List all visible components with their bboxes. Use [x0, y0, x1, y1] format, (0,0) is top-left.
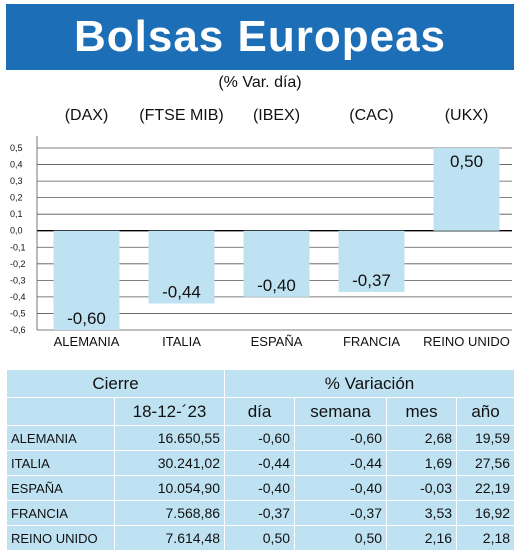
table-row: [7, 451, 515, 476]
data-table: [6, 369, 515, 551]
category-label: FRANCIA: [342, 334, 401, 349]
value-label: -0,60: [67, 309, 106, 328]
y-tick-label: -0,1: [10, 242, 26, 253]
header-semana: semana: [295, 398, 387, 426]
header-mes: mes: [387, 398, 457, 426]
table-subheader-row: [7, 398, 515, 426]
row-semana: 0,50: [295, 526, 387, 551]
row-ano: 2,18: [457, 526, 515, 551]
row-name: REINO UNIDO: [7, 526, 115, 551]
row-mes: -0,03: [387, 476, 457, 501]
title-banner: [6, 4, 514, 70]
row-cierre: 7.614,48: [115, 526, 225, 551]
row-semana: -0,44: [295, 451, 387, 476]
header-variacion: % Variación: [225, 370, 515, 398]
row-ano: 16,92: [457, 501, 515, 526]
row-ano: 19,59: [457, 426, 515, 451]
value-label: 0,50: [449, 152, 484, 171]
row-cierre: 30.241,02: [115, 451, 225, 476]
table-row: [7, 476, 515, 501]
category-label: ALEMANIA: [53, 334, 120, 349]
row-ano: 27,56: [457, 451, 515, 476]
y-tick-label: 0,3: [10, 176, 23, 187]
table-row: [7, 501, 515, 526]
y-tick-label: -0,3: [10, 275, 26, 286]
page-title: Bolsas Europeas: [73, 12, 447, 61]
row-dia: -0,60: [225, 426, 295, 451]
row-dia: -0,44: [225, 451, 295, 476]
row-name: ITALIA: [7, 451, 115, 476]
row-dia: -0,40: [225, 476, 295, 501]
row-semana: -0,60: [295, 426, 387, 451]
chart-subtitle: (% Var. día): [218, 74, 302, 91]
row-semana: -0,40: [295, 476, 387, 501]
category-label: ITALIA: [162, 334, 201, 349]
index-label: (DAX): [64, 107, 109, 124]
category-label: REINO UNIDO: [423, 334, 510, 349]
row-mes: 2,16: [387, 526, 457, 551]
row-name: ESPAÑA: [7, 476, 115, 501]
row-cierre: 7.568,86: [115, 501, 225, 526]
table-row: [7, 426, 515, 451]
header-ano: año: [457, 398, 515, 426]
row-dia: 0,50: [225, 526, 295, 551]
value-label: -0,37: [352, 270, 391, 290]
index-label: (IBEX): [252, 107, 301, 124]
bar-chart: [0, 96, 520, 364]
index-label: (UKX): [444, 107, 489, 124]
value-label: -0,40: [257, 275, 296, 295]
row-dia: -0,37: [225, 501, 295, 526]
y-tick-label: -0,2: [10, 258, 26, 269]
y-tick-label: -0,4: [10, 291, 26, 302]
y-tick-label: 0,0: [10, 225, 23, 236]
y-tick-label: 0,1: [10, 209, 23, 220]
header-blank: [7, 398, 115, 426]
index-label: (FTSE MIB): [139, 107, 224, 124]
row-name: ALEMANIA: [7, 426, 115, 451]
category-label: ESPAÑA: [250, 334, 303, 349]
header-date: 18-12-´23: [115, 398, 225, 426]
y-tick-label: -0,6: [10, 325, 26, 335]
y-tick-label: 0,5: [10, 143, 23, 153]
table-header-row: [7, 370, 515, 398]
y-tick-label: 0,4: [10, 159, 23, 170]
y-tick-label: -0,5: [10, 308, 26, 319]
header-cierre: Cierre: [7, 370, 225, 398]
row-mes: 1,69: [387, 451, 457, 476]
row-ano: 22,19: [457, 476, 515, 501]
table-row: [7, 526, 515, 551]
row-mes: 3,53: [387, 501, 457, 526]
row-cierre: 10.054,90: [115, 476, 225, 501]
header-dia: día: [225, 398, 295, 426]
row-cierre: 16.650,55: [115, 426, 225, 451]
row-name: FRANCIA: [7, 501, 115, 526]
row-mes: 2,68: [387, 426, 457, 451]
index-label: (CAC): [349, 107, 394, 124]
y-tick-label: 0,2: [10, 192, 23, 203]
row-semana: -0,37: [295, 501, 387, 526]
value-label: -0,44: [162, 282, 201, 302]
